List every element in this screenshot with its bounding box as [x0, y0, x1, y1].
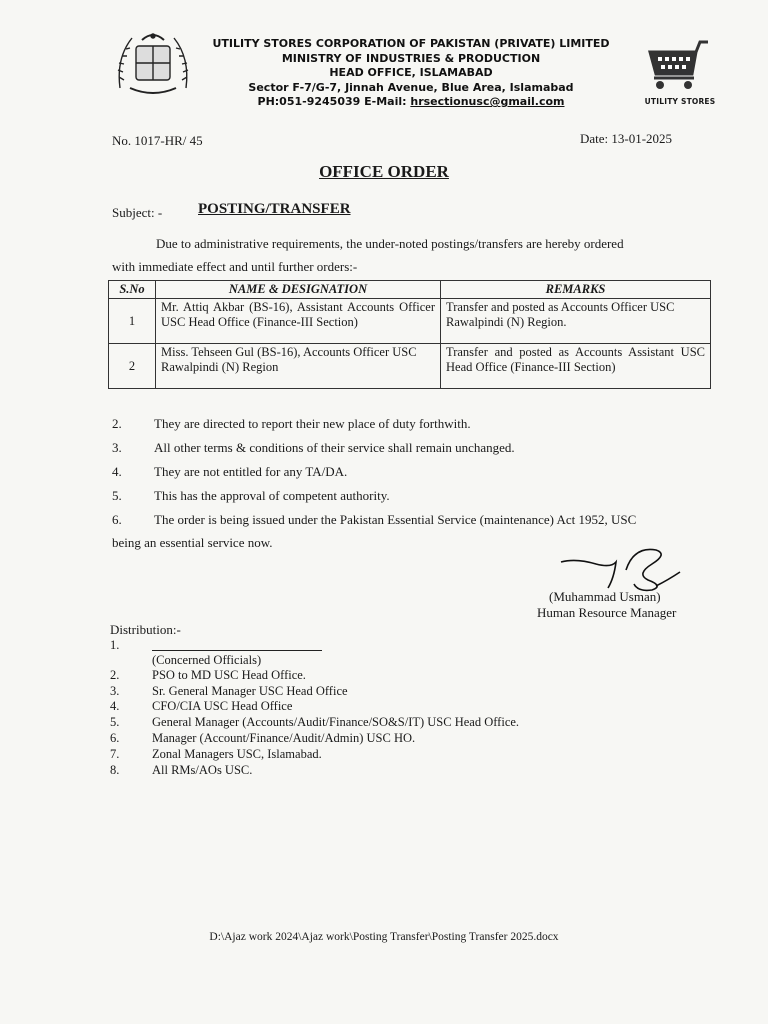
para-text: All other terms & conditions of their service shall remain unchanged. — [154, 440, 515, 455]
subject-value: POSTING/TRANSFER — [198, 201, 351, 217]
list-item-number: 7. — [110, 747, 120, 761]
para-number: 2. — [112, 416, 122, 431]
para-text: They are not entitled for any TA/DA. — [154, 464, 348, 479]
para-number: 5. — [112, 488, 122, 503]
subject-label: Subject: - — [112, 205, 163, 220]
para-number: 6. — [112, 512, 122, 527]
utility-stores-logo — [640, 38, 720, 108]
cell-sno: 1 — [109, 299, 156, 344]
intro-line-2: with immediate effect and until further orders:- — [112, 259, 358, 274]
contact-line — [196, 95, 626, 110]
ministry-name: MINISTRY OF INDUSTRIES & PRODUCTION — [281, 51, 541, 65]
para-number: 3. — [112, 440, 122, 455]
cell-remarks: Transfer and posted as Accounts Assistant USC Head Office (Finance-III Section) — [441, 344, 711, 389]
table-row — [109, 344, 711, 389]
office-name: HEAD OFFICE, ISLAMABAD — [329, 66, 493, 79]
para-text: The order is being issued under the Pakistan Essential Service (maintenance) Act 1952, USC — [154, 512, 637, 527]
order-date: Date: 13-01-2025 — [580, 131, 673, 146]
list-item: General Manager (Accounts/Audit/Finance/SO&S/IT) USC Head Office. — [152, 715, 520, 729]
list-item: All RMs/AOs USC. — [152, 763, 253, 777]
cell-name: Mr. Attiq Akbar (BS-16), Assistant Accounts Officer USC Head Office (Finance-III Section) — [156, 299, 441, 344]
para-number: 4. — [112, 464, 122, 479]
list-item: Manager (Account/Finance/Audit/Admin) USC HO. — [152, 731, 416, 745]
cell-name: Miss. Tehseen Gul (BS-16), Accounts Officer USC Rawalpindi (N) Region — [156, 344, 441, 389]
company-name: UTILITY STORES CORPORATION OF PAKISTAN (PRIVATE) LIMITED — [212, 37, 610, 50]
para-text: They are directed to report their new place of duty forthwith. — [154, 416, 471, 431]
blank-line — [152, 650, 322, 651]
list-item-number: 4. — [110, 699, 120, 713]
file-path-footer: D:\Ajaz work 2024\Ajaz work\Posting Transfer\Posting Transfer 2025.docx — [209, 931, 559, 943]
list-item: (Concerned Officials) — [152, 653, 262, 667]
shopping-cart-icon — [640, 38, 720, 92]
office-address: Sector F-7/G-7, Jinnah Avenue, Blue Area, Islamabad — [248, 80, 574, 94]
list-item-number: 2. — [110, 668, 120, 682]
col-header-sno: S.No — [109, 281, 156, 299]
intro-line-1: Due to administrative requirements, the under-noted postings/transfers are hereby ordered — [156, 236, 624, 251]
col-header-remarks: REMARKS — [441, 281, 711, 299]
signatory-name: (Muhammad Usman) — [549, 589, 661, 604]
list-item: PSO to MD USC Head Office. — [152, 668, 306, 682]
cell-remarks: Transfer and posted as Accounts Officer USC Rawalpindi (N) Region. — [441, 299, 711, 344]
list-item-number: 8. — [110, 763, 120, 777]
list-item: Sr. General Manager USC Head Office — [152, 684, 348, 698]
government-crest-emblem — [112, 28, 194, 100]
distribution-label: Distribution:- — [110, 622, 181, 637]
logo-wordmark: UTILITY STORES — [644, 97, 716, 106]
reference-number: No. 1017-HR/ 45 — [112, 133, 203, 148]
email-link[interactable]: hrsectionusc@gmail.com — [410, 95, 565, 108]
table-row — [109, 299, 711, 344]
list-item: Zonal Managers USC, Islamabad. — [152, 747, 322, 761]
letterhead — [196, 37, 626, 110]
phone-text: PH:051-9245039 E-Mail: — [257, 95, 407, 108]
postings-table — [108, 280, 711, 389]
page-title: OFFICE ORDER — [319, 162, 449, 181]
col-header-name: NAME & DESIGNATION — [156, 281, 441, 299]
list-item-number: 1. — [110, 638, 120, 652]
list-item-number: 5. — [110, 715, 120, 729]
list-item-number: 3. — [110, 684, 120, 698]
cell-sno: 2 — [109, 344, 156, 389]
list-item-number: 6. — [110, 731, 120, 745]
para-text-continuation: being an essential service now. — [112, 535, 273, 550]
list-item: CFO/CIA USC Head Office — [152, 699, 293, 713]
table-header-row — [109, 281, 711, 299]
signatory-designation: Human Resource Manager — [537, 605, 677, 620]
para-text: This has the approval of competent authority. — [154, 488, 390, 503]
